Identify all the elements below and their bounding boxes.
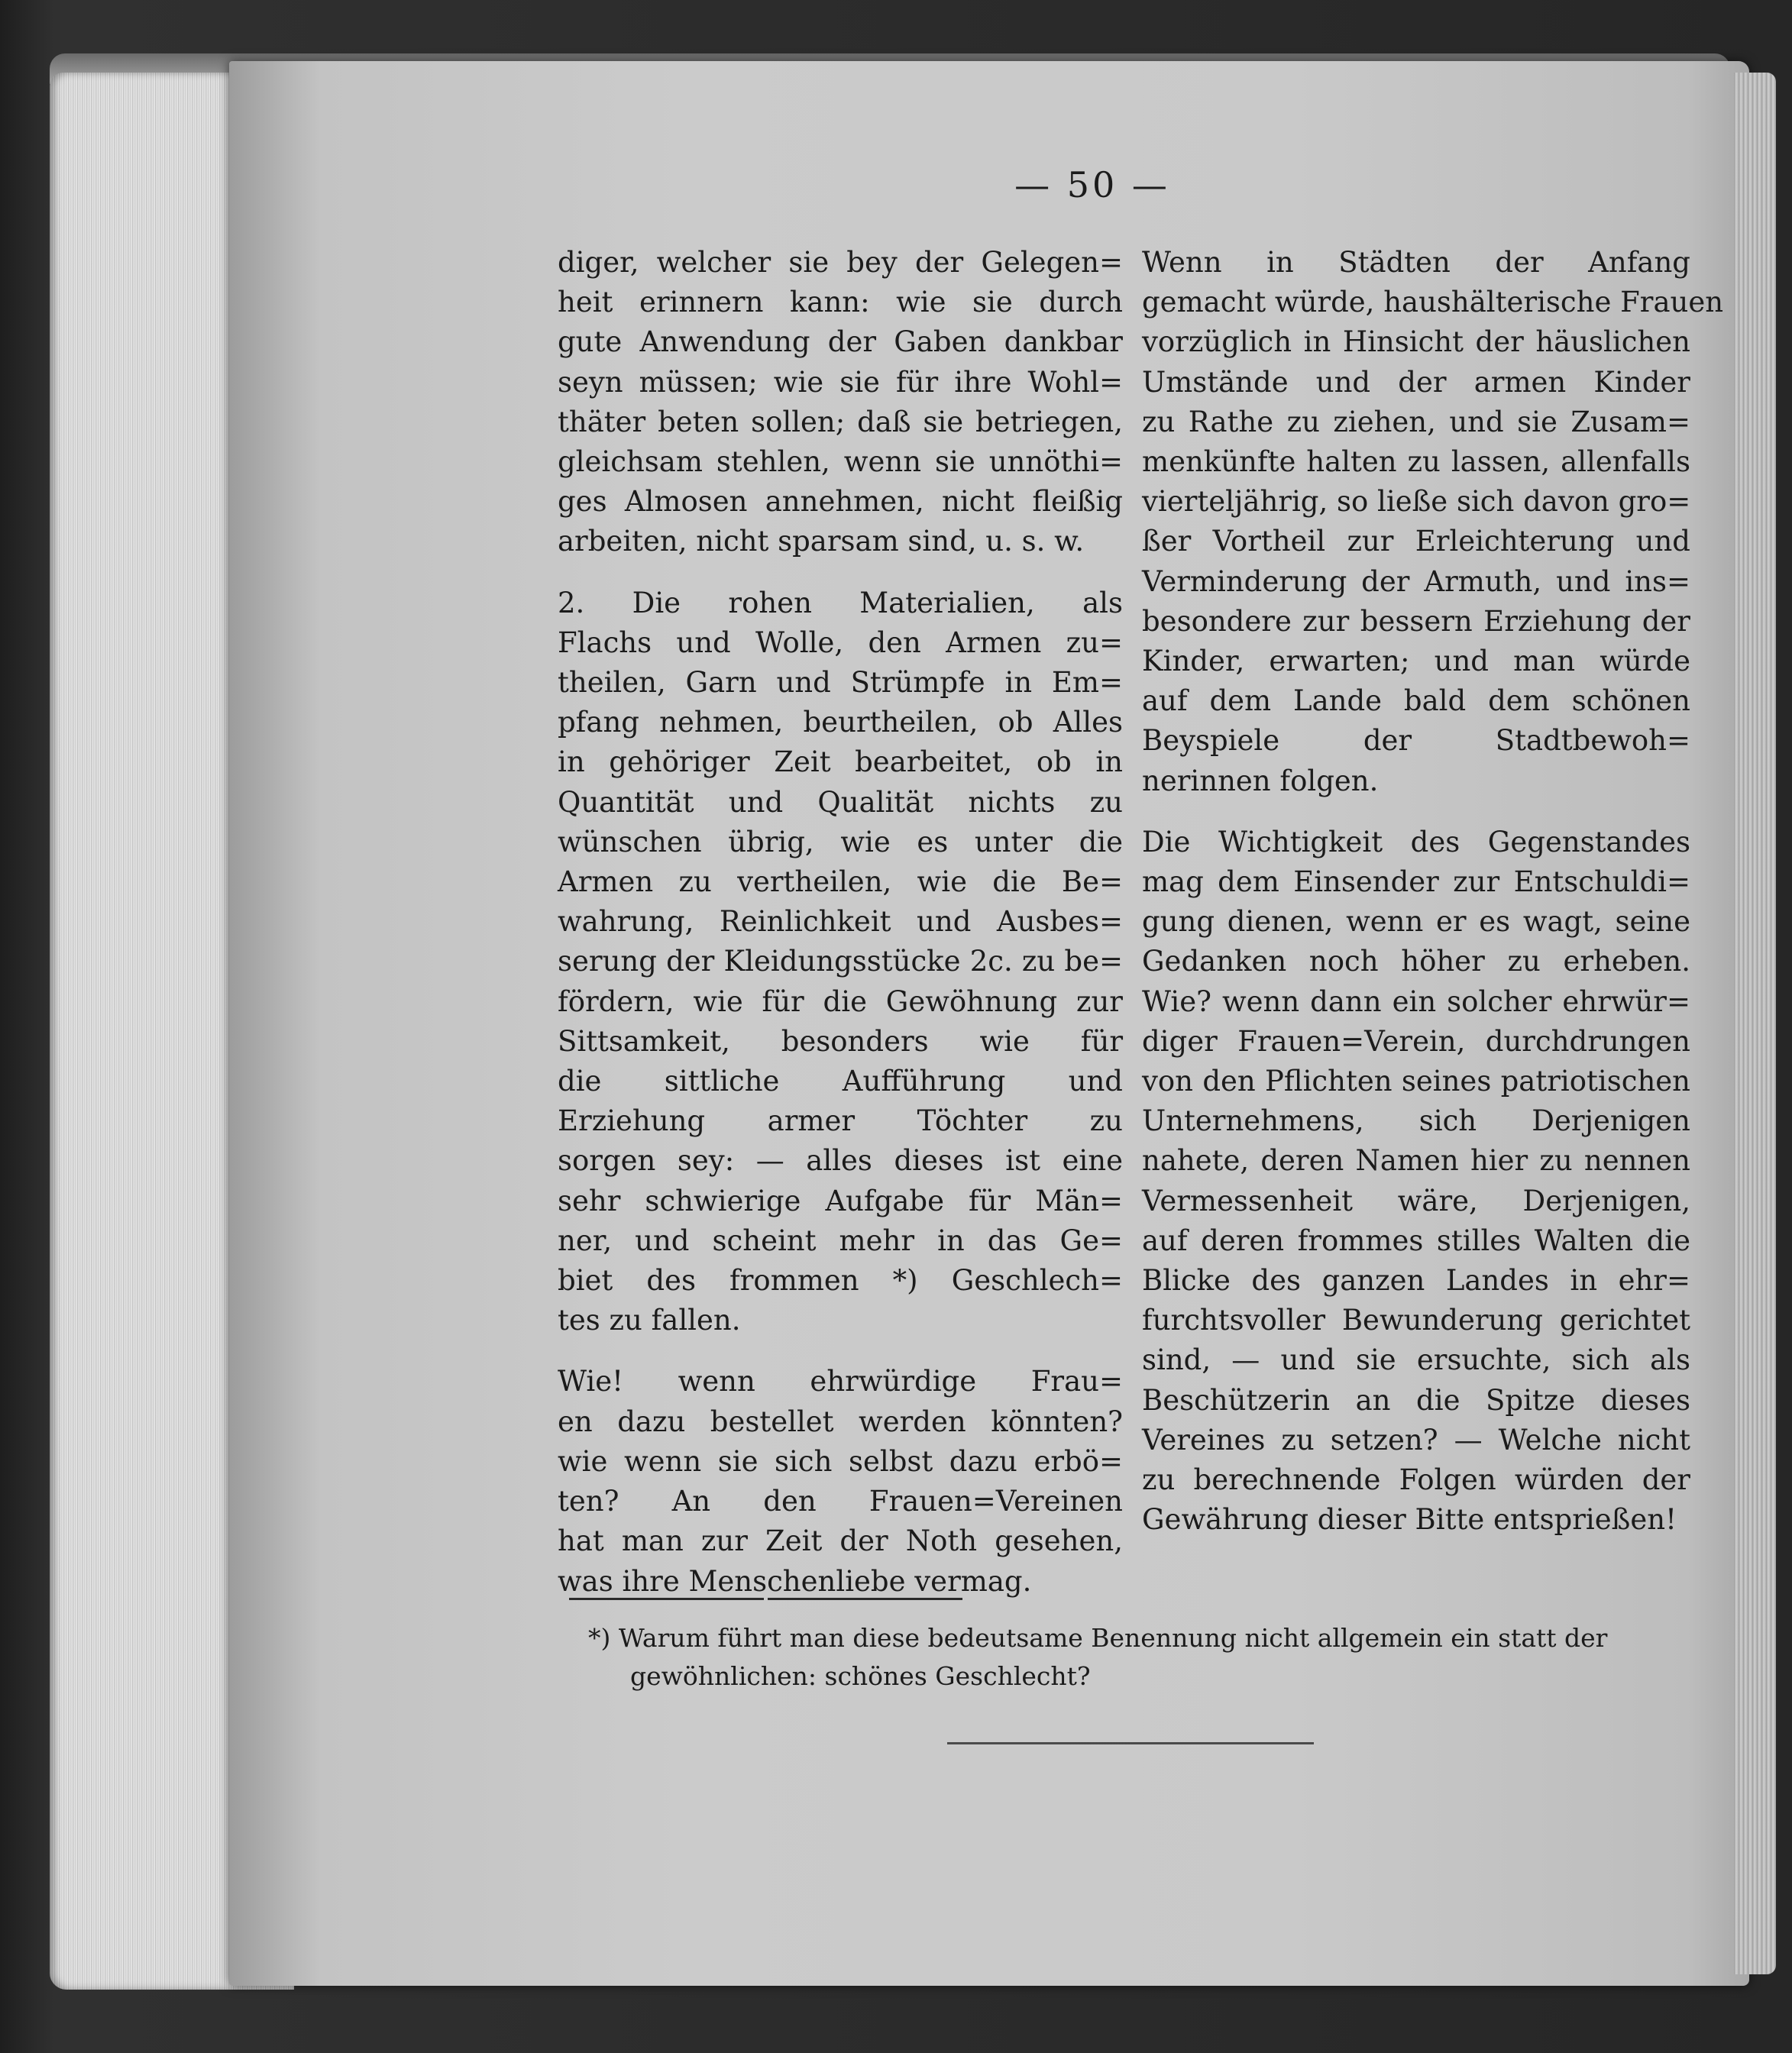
text-line: zu berechnende Folgen würden der [1142,1463,1690,1497]
text-line: furchtsvoller Bewunderung gerichtet [1142,1304,1690,1337]
text-line: sind, — und sie ersuchte, sich als [1142,1343,1690,1377]
text-line: wünschen übrig, wie es unter die [558,825,1123,858]
footnote-line: *) Warum führt man diese bedeutsame Benennung nicht allgemein ein statt der [588,1623,1608,1653]
text-line: Quantität und Qualität nichts zu [558,785,1123,819]
left-text-column [558,243,1123,1602]
text-line: pfang nehmen, beurtheilen, ob Alles [558,706,1123,739]
text-line: Beschützerin an die Spitze dieses [1142,1383,1690,1417]
text-line: thäter beten sollen; daß sie betriegen, [558,405,1123,438]
paragraph [1142,823,1690,1541]
footnote [588,1619,1696,1696]
text-line: gleichsam stehlen, wenn sie unnöthi= [558,445,1123,479]
text-line: von den Pflichten seines patriotischen [1142,1065,1690,1098]
text-line: nahete, deren Namen hier zu nennen [1142,1144,1690,1178]
text-line: en dazu bestellet werden könnten? [558,1405,1123,1438]
text-line: Wenn in Städten der Anfang [1142,246,1690,279]
text-line: ten? An den Frauen=Vereinen [558,1485,1123,1518]
text-line: ner, und scheint mehr in das Ge= [558,1224,1123,1257]
text-line: zu Rathe zu ziehen, und sie Zusam= [1142,405,1690,438]
text-line: 2. Die rohen Materialien, als [558,586,1123,619]
text-line: biet des frommen *) Geschlech= [558,1264,1123,1298]
text-line: hat man zur Zeit der Noth gesehen, [558,1524,1123,1558]
text-line: Beyspiele der Stadtbewoh= [1142,724,1690,758]
text-line: mag dem Einsender zur Entschuldi= [1142,865,1690,899]
paragraph-gap [558,562,1123,584]
paragraph [558,584,1123,1341]
book-fore-edge [1734,73,1776,1974]
text-line: nerinnen folgen. [1142,764,1379,797]
text-line: Flachs und Wolle, den Armen zu= [558,626,1123,659]
text-line: Gedanken noch höher zu erheben. [1142,945,1690,978]
text-line: sorgen sey: — alles dieses ist eine [558,1144,1123,1178]
text-line: ges Almosen annehmen, nicht fleißig [558,485,1123,519]
text-line: seyn müssen; wie sie für ihre Wohl= [558,365,1123,399]
text-line: serung der Kleidungsstücke 2c. zu be= [558,945,1123,978]
text-line: Gewährung dieser Bitte entsprießen! [1142,1503,1677,1537]
paragraph [558,243,1123,562]
text-line: fördern, wie für die Gewöhnung zur [558,984,1123,1018]
text-line: auf deren frommes stilles Walten die [1142,1224,1690,1257]
text-line: theilen, Garn und Strümpfe in Em= [558,666,1123,700]
text-line: was ihre Menschenliebe vermag. [558,1564,1032,1598]
text-line: auf dem Lande bald dem schönen [1142,684,1690,718]
text-line: Umstände und der armen Kinder [1142,365,1690,399]
text-line: Blicke des ganzen Landes in ehr= [1142,1264,1690,1298]
text-line: heit erinnern kann: wie sie durch [558,286,1123,319]
text-line: ßer Vortheil zur Erleichterung und [1142,525,1690,558]
right-text-column [1142,243,1724,1541]
text-line: diger Frauen=Verein, durchdrungen [1142,1024,1690,1058]
text-line: Verminderung der Armuth, und ins= [1142,564,1690,598]
text-line: Sittsamkeit, besonders wie für [558,1024,1123,1058]
text-line: die sittliche Aufführung und [558,1065,1123,1098]
text-line: vorzüglich in Hinsicht der häuslichen [1142,325,1690,359]
text-line: Kinder, erwarten; und man würde [1142,645,1690,678]
text-line: besondere zur bessern Erziehung der [1142,604,1690,638]
text-line: gute Anwendung der Gaben dankbar [558,325,1123,359]
text-line: gung dienen, wenn er es wagt, seine [1142,905,1690,939]
text-line: Die Wichtigkeit des Gegenstandes [1142,825,1690,858]
text-line: arbeiten, nicht sparsam sind, u. s. w. [558,525,1085,558]
text-line: in gehöriger Zeit bearbeitet, ob in [558,745,1123,779]
text-line: Wie? wenn dann ein solcher ehrwür= [1142,984,1690,1018]
footnote-line: gewöhnlichen: schönes Geschlecht? [630,1661,1091,1691]
text-line: wie wenn sie sich selbst dazu erbö= [558,1444,1123,1478]
page-number: — 50 — [1014,164,1170,205]
text-line: diger, welcher sie bey der Gelegen= [558,246,1123,279]
paragraph [1142,243,1724,801]
text-line: tes zu fallen. [558,1304,741,1337]
text-line: Erziehung armer Töchter zu [558,1104,1123,1138]
paragraph-gap [1142,801,1690,823]
footnote-separator-2 [768,1598,962,1600]
footnote-separator [569,1598,764,1600]
text-line: Unternehmens, sich Derjenigen [1142,1104,1690,1138]
paragraph [558,1362,1123,1601]
text-line: wahrung, Reinlichkeit und Ausbes= [558,905,1123,939]
text-line: Vermessenheit wäre, Derjenigen, [1142,1184,1690,1217]
text-line: Armen zu vertheilen, wie die Be= [558,865,1123,899]
text-line: Wie! wenn ehrwürdige Frau= [558,1365,1123,1398]
paragraph-gap [558,1340,1123,1362]
text-line: Vereines zu setzen? — Welche nicht [1142,1423,1690,1456]
text-line: menkünfte halten zu lassen, allenfalls [1142,445,1690,479]
bottom-rule [947,1742,1314,1744]
text-line: vierteljährig, so ließe sich davon gro= [1142,485,1691,519]
text-line: sehr schwierige Aufgabe für Män= [558,1184,1123,1217]
text-line: gemacht würde, haushälterische Frauen [1142,286,1724,319]
